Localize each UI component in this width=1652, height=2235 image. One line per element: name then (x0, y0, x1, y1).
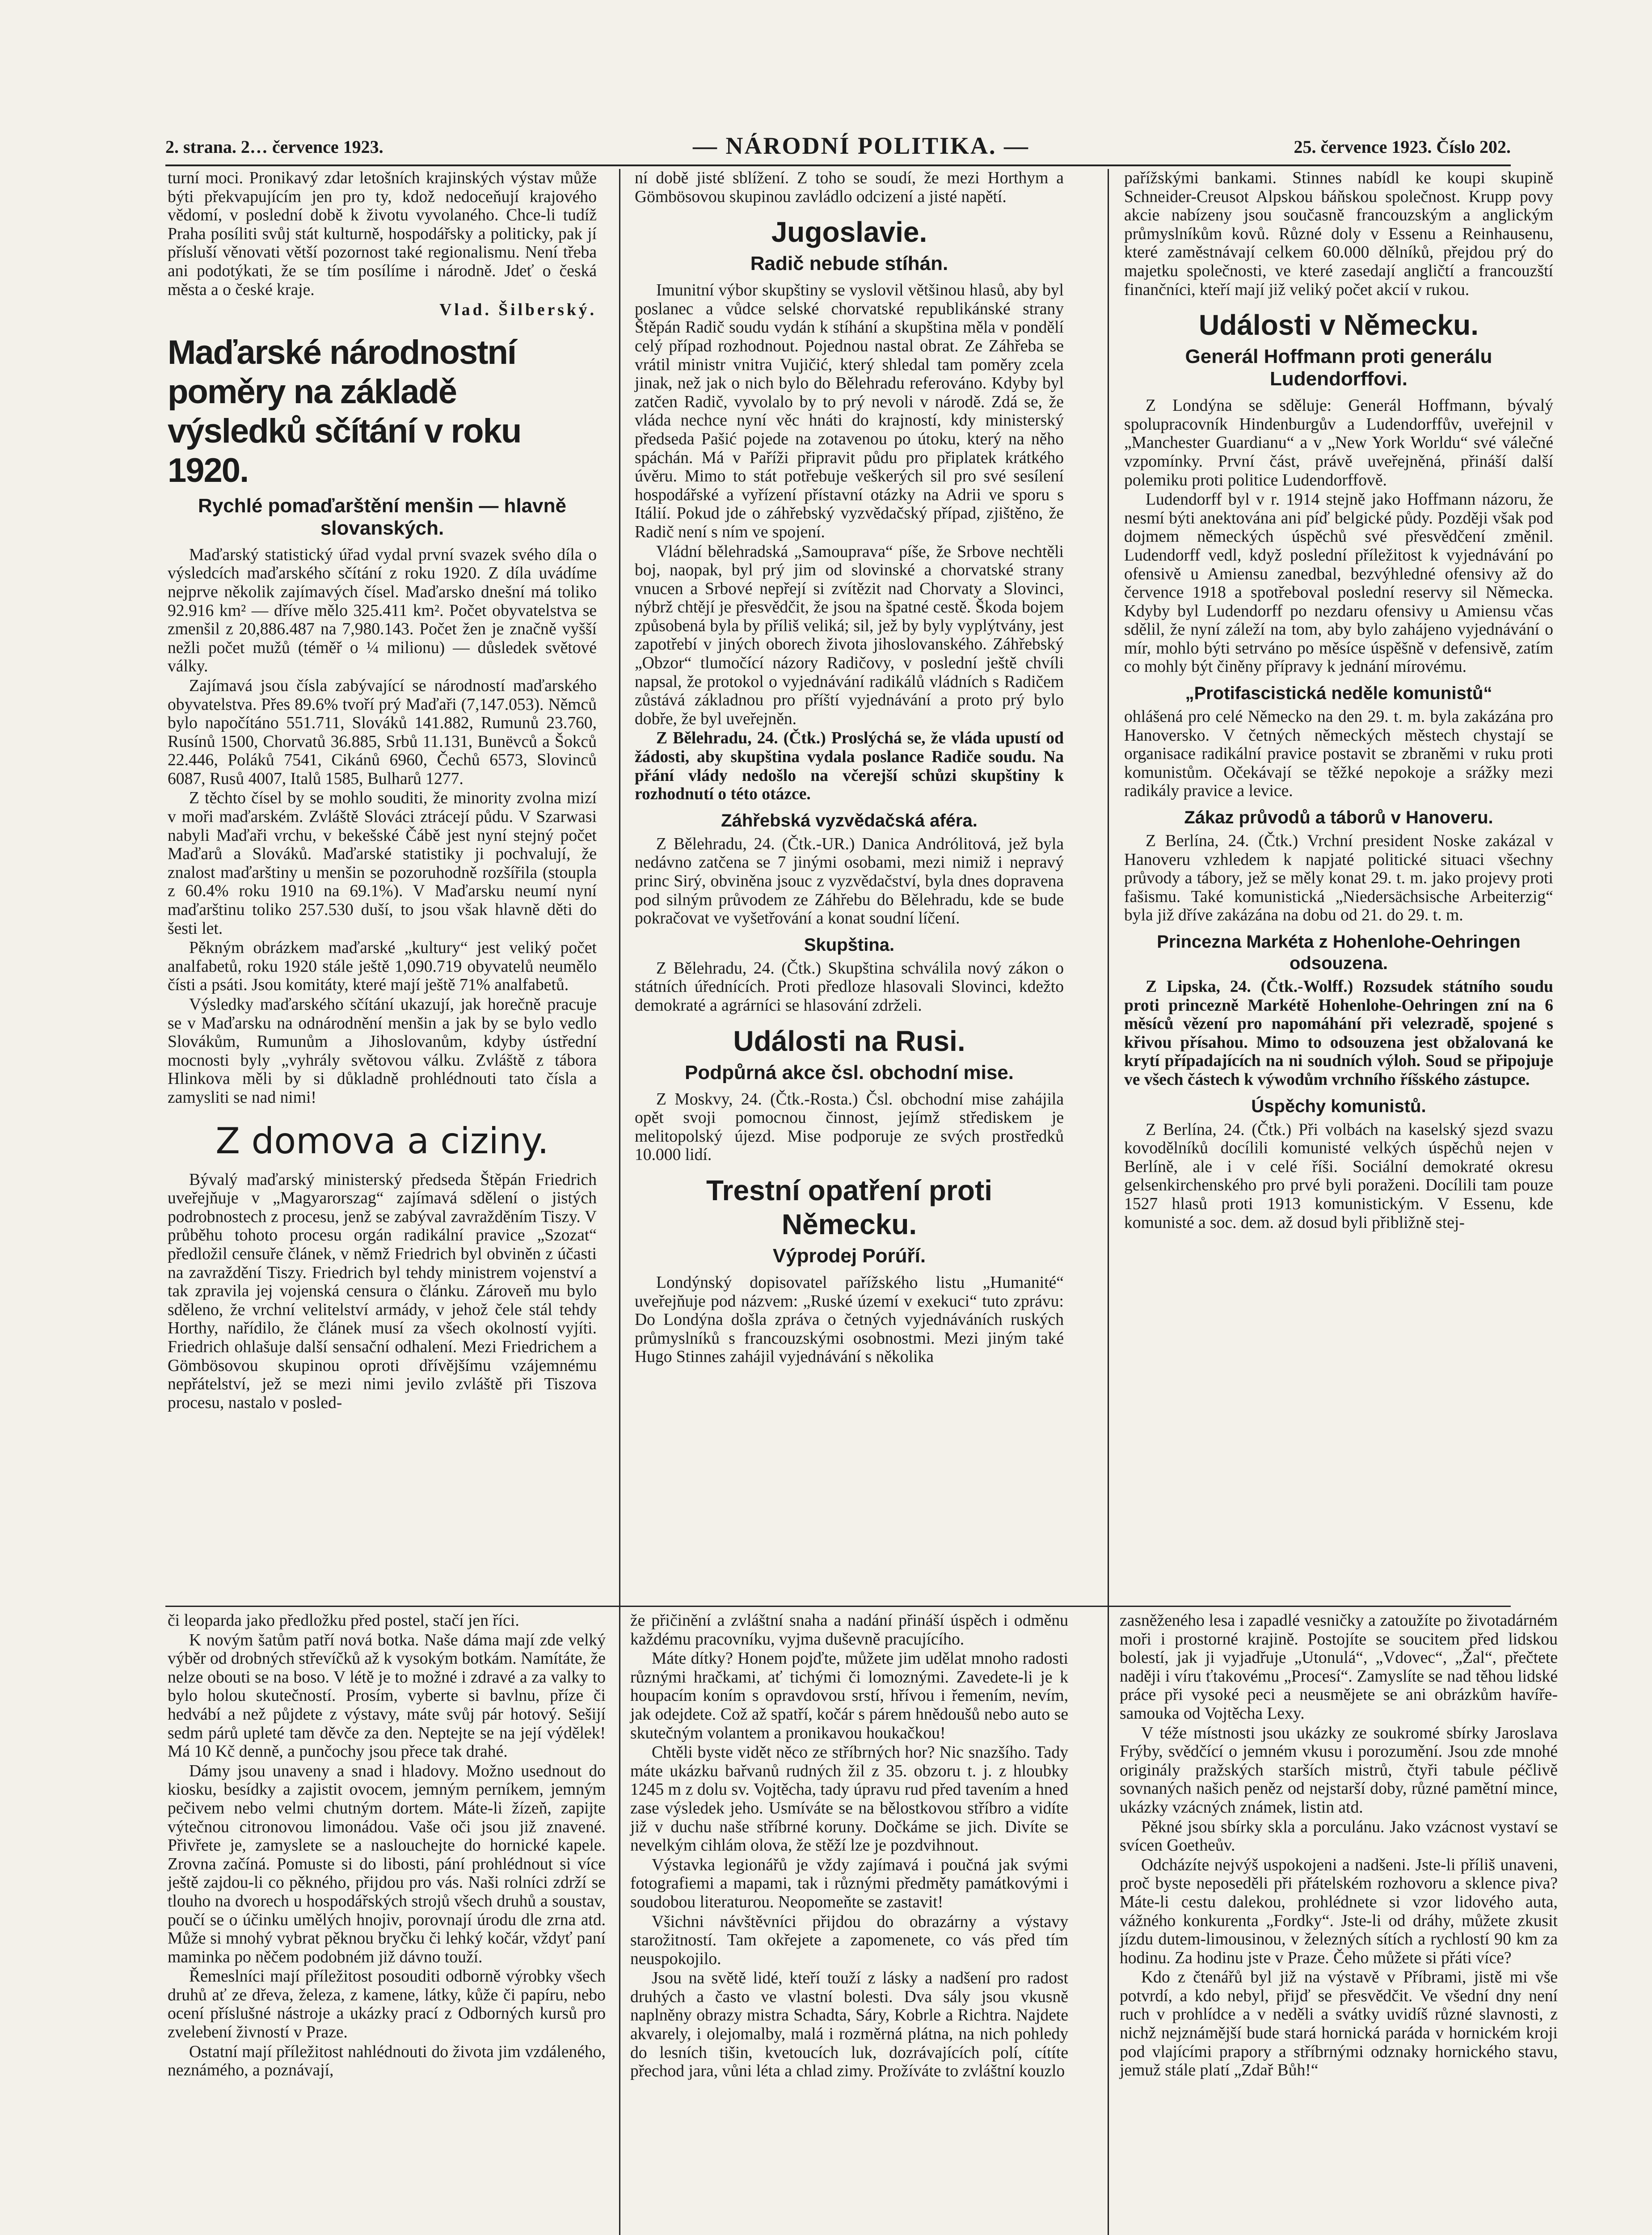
paragraph: že přičinění a zvláštní snaha a nadání přináší úspěch i odměnu každému pracovníku, vyjma duševně pracujícího. (630, 1611, 1068, 1649)
article-heading-zakaz: Zákaz průvodů a táborů v Hanoveru. (1184, 808, 1493, 828)
header-left: 2. strana. 2… července 1923. (165, 137, 384, 157)
paragraph: Z Berlína, 24. (Čtk.) Vrchní president Noske zakázal v Hanoveru vzhledem k napjaté politické situaci všechny průvody a tábory, jež se měly konat 29. t. m. jako projevy proti fašismu. Také komunistická „Niedersächsische Arbeiterzig“ byla již dříve zakázána na dobu od 21. do 29. t. m. (1124, 832, 1553, 925)
page-header (165, 132, 1511, 163)
paragraph: Zajímavá jsou čísla zabývající se národností maďarského obyvatelstva. Přes 89.6% tvoří prý Maďaři (7,147.053). Němců bylo napočítáno 551.711, Slováků 141.882, Rumunů 23.760, Rusínů 1500, Chorvatů 36.885, Srbů 11.131, Bunёvců a Šokců 22.446, Poláků 7541, Cikánů 6960, Čechů 6573, Slovinců 6087, Rusů 4007, Italů 1585, Bulharů 1277. (168, 676, 597, 788)
section-divider (165, 1606, 1511, 1607)
paragraph: Pěkným obrázkem maďarské „kultury“ jest veliký počet analfabetů, roku 1920 stále ještě 1,090.719 obyvatelů neumělo čísti a psáti. Jsou komitáty, které mají ještě 71% analfabetů. (168, 939, 597, 995)
paragraph: Z Bělehradu, 24. (Čtk.) Skupština schválila nový zákon o státních úřednících. Proti předloze hlasovali Slovinci, kdežto demokraté a agrárníci se hlasování zdrželi. (635, 959, 1064, 1015)
article-heading-princezna: Princezna Markéta z Hohenlohe-Oehringen odsouzena. (1157, 932, 1521, 973)
paragraph: Z těchto čísel by se mohlo souditi, že minority zvolna mizí v moři maďarském. Zvláště Slováci ztrácejí půdu. V Szarwasi nabyli Maďaři vrchu, v bekešské Čábě jest nyní stejný počet Maďarů a Slováků. Maďarské statistiky ji pochvalují, že znalost maďarštiny u menšin se pozoruhodně rozšířila (stoupla z 60.4% roku 1910 na 69.1%). V Maďarsku neumí nyní maďarštinu toliko 257.530 duší, to jsou však hlavně děti do šesti let. (168, 789, 597, 938)
column-2 (635, 169, 1064, 1367)
article-subtitle-hoffmann: Generál Hoffmann proti generálu Ludendorffovi. (1185, 346, 1492, 390)
paragraph: Z Lipska, 24. (Čtk.-Wolff.) Rozsudek státního soudu proti princezně Markétě Hohenlohe-Oehringen zní na 6 měsíců vězení pro napomáhání při velezradě, spojené s křivou přísahou. Mimo to odsouzena jest obžalovaná ke krytí případajících na ni soudních výloh. Soud se připojuje ve všech částech k výwodům vrchního říšského zástupce. (1124, 978, 1553, 1089)
column-1 (168, 169, 597, 1413)
feuilleton-column-1 (168, 1611, 606, 2081)
article-continuation: turní moci. Pronikavý zdar letošních krajinských výstav může býti překvapujícím jen pro ty, kdož nedoceňují krajového vědomí, v poslední době k životu vyvolaného. Chce-li tudíž Praha posíliti svůj stát kulturně, hospodářsky a politicky, pak jí přísluší věnovati větší pozornost také regionalismu. Není třeba ani podotýkati, že se tím posílíme i národně. Jdeť o česká města a o české kraje. (168, 169, 597, 299)
article-heading-protifa: „Protifascistická neděle komunistů“ (1185, 683, 1492, 704)
article-subtitle-radic: Radič nebude stíhán. (750, 253, 948, 275)
paragraph: Kdo z čtenářů byl již na výstavě v Příbrami, jistě mi vše potvrdí, a kdo nebyl, přijď se přesvědčit. Ve všední dny není ruch v prohlídce a v neděli a svátky uvidíš různé slavnosti, z nichž nejznámější bude stará hornická paráda v hornickém kroji pod vlajícími prapory a stříbrnými odznaky hornického stavu, jemuž stále platí „Zdař Bůh!“ (1120, 1968, 1558, 2080)
paragraph: Z Berlína, 24. (Čtk.) Při volbách na kaselský sjezd svazu kovodělníků docílili komunisté velkých úspěchů nejen v Berlíně, ale i v celé říši. Sociální demokraté okresu gelsenkirchenského pro prvé byli poraženi. Docílili tam pouze 1527 hlasů proti 1913 komunistickým. V Essenu, kde komunisté a soc. dem. až dosud byli přibližně stej- (1124, 1120, 1553, 1232)
paragraph: Ostatní mají příležitost nahlédnouti do života jim vzdáleného, neznámého, a poznávají, (168, 2042, 606, 2080)
paragraph: Londýnský dopisovatel pařížského listu „Humanité“ uveřejňuje pod názvem: „Ruské území v exekuci“ tuto zprávu: Do Londýna došla zpráva o četných vyjednáváních ruských průmyslníků s francouzskými osobnostmi. Mezi jiným také Hugo Stinnes zahájil vyjednávání s několika (635, 1273, 1064, 1366)
column-3 (1124, 169, 1553, 1233)
paragraph: Ludendorff byl v r. 1914 stejně jako Hoffmann názoru, že nesmí býti anektována ani píď belgické půdy. Později však pod dojmem německých úspěchů své přesvědčení změnil. Ludendorff vedl, když poslední příležitost k vyjednávání po ofensivě u Amiensu zanedbal, bezvýhledné ofensivy až do července 1918 a spotřeboval poslední reservy sil Německa. Kdyby byl Ludendorff po nezdaru ofensivy u Amiensu včas sdělil, že nyní záleží na tom, aby bylo zahájeno vyjednávání o mír, mohlo býti setrváno po měsíce úspěšně v defensivě, zatím co mohly být činěny přípravy k jednání mírovému. (1124, 490, 1553, 676)
paragraph: zasněženého lesa i zapadlé vesničky a zatoužíte po životadárném moři i prostorné krajině. Postojíte se soucitem před lidskou bolestí, jak ji vyjadřuje „Utonulá“, „Vdovec“, „Žal“, přečtete naději i víru ťtakovému „Procesí“. Zamyslíte se nad těhou lidské práce při vysoké peci a neusmějete se ani obrázkům havíře-samouka od Vojtěcha Lexy. (1120, 1611, 1558, 1723)
paragraph: Z Londýna se sděluje: Generál Hoffmann, bývalý spolupracovník Hindenburgův a Ludendorffův, uveřejnil v „Manchester Guardianu“ a v „New York Worldu“ své válečné vzpomínky. První část, právě uveřejněná, přináší další polemiku proti politice Ludendorffově. (1124, 396, 1553, 489)
article-subtitle-mise: Podpůrná akce čsl. obchodní mise. (685, 1061, 1014, 1084)
paragraph: Vládní bělehradská „Samouprava“ píše, že Srbove nechtěli boj, naopak, byl prý jim od slovinské a chorvatské strany vnucen a Srbové nepřejí si zvítězit nad Chorvaty a Slovinci, nýbrž chtějí je přesvědčit, že jsou na špatné cestě. Škoda bojem způsobená byla by příliš veliká; sil, jež by byly vyplýtvány, jest zapotřebí v jiných oborech života jihoslovanského. Záhřebský „Obzor“ tlumočící názory Radičovy, v poslední ještě chvíli napsal, že protokol o vyjednávání radikálů vládních s Radičem zůstává základnou pro příští vyjednávání a proto prý bylo dobře, že byl uveřejněn. (635, 542, 1064, 728)
paragraph: Z Moskvy, 24. (Čtk.-Rosta.) Čsl. obchodní mise zahájila opět svoji pomocnou činnost, jejímž střediskem je melitopolský újezd. Mise podporuje ze svých prostředků 10.000 lidí. (635, 1090, 1064, 1164)
paragraph: Všichni návštěvníci přijdou do obrazárny a výstavy starožitností. Tam okřejete a zapomenete, co vás před tím neuspokojilo. (630, 1912, 1068, 1968)
paragraph: Výstavka legionářů je vždy zajímavá i poučná jak svými fotografiemi a mapami, tak i různými předměty památkovými i soudobou literaturou. Neopomeňte se zastavit! (630, 1855, 1068, 1911)
paragraph: Maďarský statistický úřad vydal první svazek svého díla o výsledcích maďarského sčítání z roku 1920. Z díla uvádíme nejprve několik zajímavých čísel. Maďarsko dnešní má toliko 92.916 km² — dříve mělo 325.411 km². Počet obyvatelstva se zmenšil z 20,886.487 na 7,980.143. Počet žen je značně vyšší nežli počet mužů (téměř o ¼ milionu) — důsledek světové války. (168, 545, 597, 676)
section-title-domov: Z domova a ciziny. (215, 1120, 549, 1162)
paragraph: Bývalý maďarský ministerský předseda Štěpán Friedrich uveřejňuje v „Magyarorszag“ zajímavá sdělení o jistých podrobnostech z procesu, jenž se zabýval zavražděním Tiszy. V průběhu tohoto procesu orgán radikální pravice „Szozat“ předložil censuře článek, v němž Friedrich byl obviněn z účasti na zavraždění Tiszy. Friedrich byl tehdy ministrem vojenství a tak zpravila jej vojenská censura o článku. Zároveň mu bylo sděleno, že vrchní velitelství armády, v jehož čele stál tehdy Horthy, nařídilo, že článek musí za všech okolností vyjíti. Friedrich ohlašuje další sensační odhalení. Mezi Friedrichem a Gömbösovou skupinou oproti dřívějšímu vzájemnému nepřátelství, jež se mezi nimi jevilo zvláště při Tiszova procesu, nastalo v posled- (168, 1170, 597, 1412)
paragraph: Jsou na světě lidé, kteří touží z lásky a nadšení pro radost druhých a často ve vlastní bolesti. Dva sály jsou vkusně naplněny obrazy mistra Schadta, Sáry, Kobrle a Richtra. Najdete akvarely, i olejomalby, malá i rozměrná plátna, na nich pohledy do lesních tišin, kvetoucích luk, dozrávajících polí, cítíte přechod jara, vůni léta a chlad zimy. Prožíváte to zvláštní kouzlo (630, 1969, 1068, 2081)
feuilleton-column-3 (1120, 1611, 1558, 2081)
paragraph: Chtěli byste vidět něco ze stříbrných hor? Nic snazšího. Tady máte ukázku bařvanů rudných žil z 35. obzoru t. j. z hloubky 1245 m z dolu sv. Vojtěcha, tady úpravu rud před tavením a hned zase výsledek jeho. Usmíváte se na bělostkovou stříbro a vidíte již v duchu naše stříbrné koruny. Dočkáme se jich. Divíte se nevelkým cihlám olova, že stěží lze je pozdvihnout. (630, 1743, 1068, 1855)
paragraph: Řemeslníci mají příležitost posouditi odborně výrobky všech druhů ať ze dřeva, železa, z kamene, látky, kůže či papíru, nebo ocení příslušné nástroje a ukázky prací z Odborných kursů pro zvelebení živností v Praze. (168, 1967, 606, 2042)
paragraph: Pěkné jsou sbírky skla a porculánu. Jako vzácnost vystaví se svícen Goetheův. (1120, 1818, 1558, 1855)
section-title-nemecko: Události v Německu. (1199, 309, 1479, 342)
article-continuation: pařížskými bankami. Stinnes nabídl ke koupi skupině Schneider-Creusot Alpskou báňskou společnost. Krupp povy akcie nabízeny jsou současně francouzským a anglickým průmyslníkům kovů. Různé doly v Essenu a Reinhausenu, které zaměstnávají celkem 60.000 dělníků, přejdou prý do majetku společnosti, ve které zasedají angličtí a francouzští finančníci, kteří mají již veliký počet akcií v rukou. (1124, 169, 1553, 299)
article-heading-zahreb: Záhřebská vyzvědačská aféra. (721, 810, 978, 831)
paragraph: či leoparda jako předložku před postel, stačí jen říci. (168, 1611, 519, 1630)
paragraph: V téže místnosti jsou ukázky ze soukromé sbírky Jaroslava Frýby, svědčící o jemném vkusu i porozumění. Jsou zde mnohé originály pražských starších mistrů, čtyři tabule péčlivě sovnaných našich peněz od nejstarší doby, různé pamětní mince, ukázky vzácných známek, listin atd. (1120, 1724, 1558, 1817)
article-heading-uspechy: Úspěchy komunistů. (1251, 1096, 1426, 1116)
header-rule (165, 164, 1511, 166)
section-title-rus: Události na Rusi. (733, 1025, 965, 1057)
paragraph: Máte dítky? Honem pojďte, můžete jim udělat mnoho radosti různými hračkami, ať tichými či lomoznými. Zavedete-li je k houpacím koním s opravdovou srstí, hřívou i řemením, nevím, jak odejdete. Což až spatří, kočár s párem hnědoušů nebo auto se skutečným volantem a pronikavou houkačkou! (630, 1649, 1068, 1742)
column-divider-2 (1108, 169, 1109, 2235)
paragraph: Z Bělehradu, 24. (Čtk.-UR.) Danica Andrólitová, jež byla nedávno zatčena se 7 jinými osobami, mezi nimiž i nepravý princ Sirý, obviněna jsouc z vyzvědačství, byla dnes dopravena pod silným průvodem ze Záhřebu do Bělehradu, kde se bude pokračovat ve vyšetřování a konat soudní líčení. (635, 835, 1064, 928)
article-subtitle-hungary: Rychlé pomaďarštění menšin — hlavně slovanských. (198, 494, 566, 539)
paragraph: Imunitní výbor skupštiny se vyslovil většinou hlasů, aby byl poslanec a vůdce selské chorvatské republikánské strany Štěpán Radič soudu vydán k stíhání a skupština měla v pondělí celý případ rozhodnout. Pojednou nastal obrat. Ze Záhřeba se vrátil ministr vnitra Vujičić, který shledal tam poměry zcela jinak, než jak o nich bylo do Bělehradu referováno. Kdyby byl zatčen Radič, vyvolalo by to prý nevoli v národě. Zdá se, že vláda nechce nyní věc hnáti do krajností, kdy ministerský předseda Pašić pojede na zotavenou po útoku, který na něho spáchán. Má v Paříži připravit půdu pro připlatek krátkého úvěru. Mimo to stát potřebuje veškerých sil pro své sesílení hospodářské a vyřízení přístavní otázky na Adrii ve sporu s Itálií. Pokud jde o záhřebský vyzvědačský případ, zjištěno, že Radič není s ním ve spojení. (635, 281, 1064, 541)
section-title-nemecko-trest: Trestní opatření proti Německu. (706, 1174, 993, 1240)
article-signature: Vlad. Šilberský. (439, 301, 597, 320)
feuilleton-column-2 (630, 1611, 1068, 2082)
article-title-hungary: Maďarské národnostní poměry na základě výsledků sčítání v roku 1920. (168, 333, 521, 489)
paragraph: Odcházíte nejvýš uspokojeni a nadšeni. Jste-li příliš unaveni, proč byste neposeděli při přátelském rozhovoru a sklence piva? Máte-li cestu dalekou, prohlédnete si vzor lidového auta, vážného konkurenta „Fordky“. Jste-li od dráhy, můžete zkusit jízdu dutem-limousinou, v železných sítích a rychlostí 90 km za hodinu. Za hodinu jste v Praze. Čeho můžete si přáti více? (1120, 1855, 1558, 1967)
paragraph: ohlášená pro celé Německo na den 29. t. m. byla zakázána pro Hanoversko. V četných německých městech chystají se organisace radikální pravice postavit se zbraněmi v ruku proti komunistům. Očekávají se těžké nepokoje a srážky mezi radikály pravice a levice. (1124, 708, 1553, 801)
masthead-title: — NÁRODNÍ POLITIKA. — (693, 132, 1030, 159)
header-right: 25. července 1923. Číslo 202. (1294, 137, 1511, 157)
paragraph: Dámy jsou unaveny a snad i hladovy. Možno usednout do kiosku, besídky a zajistit ovocem, jemným perníkem, jemným pečivem nebo velmi chutným dortem. Máte-li žízeň, zapijte výtečnou citronovou limonádou. Vaše oči jsou již znavené. Přivřete je, zamyslete se a naslouchejte do hornické kapele. Zrovna začíná. Pomuste si do libosti, pání prohlédnout si více ještě zajdou-li co pěkného, přijdou pro vás. Naši rolníci zdrží se tlouho na dvorech u hospodářských strojů všech druhů a soustav, poučí se o účinku umělých hnojiv, porovnají úrodu dle zrna atd. Může si mnohý vybrat pěknou bryčku či lehký kočár, vždyť paní maminka po něčem podobném již dávno touží. (168, 1762, 606, 1966)
column-divider-1 (619, 169, 620, 2235)
paragraph: Výsledky maďarského sčítání ukazují, jak horečně pracuje se v Maďarsku na odnárodnění menšin a jak by se bylo vedlo Slovákům, Rumunům a Jihoslovanům, kdyby ústřední mocnosti byly „vyhrály světovou válku. Zvláště z tábora Hlinkova měli by si důkladně prohlédnouti tato čísla a zamysliti se nad nimi! (168, 995, 597, 1107)
paragraph: K novým šatům patří nová botka. Našе dáma mají zde velký výběr od drobných střevíčků až k vysokým botkám. Namítáte, že nelze obouti se na boso. V létě je to možné i zdravé a za valky to bylo holou skutečností. Prosím, vyberte si bavlnu, příze či hedvábí a než půjdete z výstavy, máte svůj pár hotový. Sešijí sedm párů upleté tam děvče za den. Neptejte se na její výdělek! Má 10 Kč denně, a punčochy jsou přece tak drahé. (168, 1631, 606, 1761)
article-subtitle-poruri: Výprodej Porúří. (772, 1244, 926, 1267)
article-heading-skupstina: Skupština. (804, 935, 895, 955)
paragraph: Z Bělehradu, 24. (Čtk.) Proslýchá se, že vláda upustí od žádosti, aby skupština vydala poslance Radiče soudu. Na přání vlády nedošlo na včerejší schůzi skupštiny k rozhodnutí o této otázce. (635, 729, 1064, 804)
article-continuation: ní době jisté sblížení. Z toho se soudí, že mezi Horthym a Gömbösovou skupinou zavládlo odcizení a jisté napětí. (635, 169, 1064, 206)
section-title-jugoslavie: Jugoslavie. (771, 216, 927, 249)
